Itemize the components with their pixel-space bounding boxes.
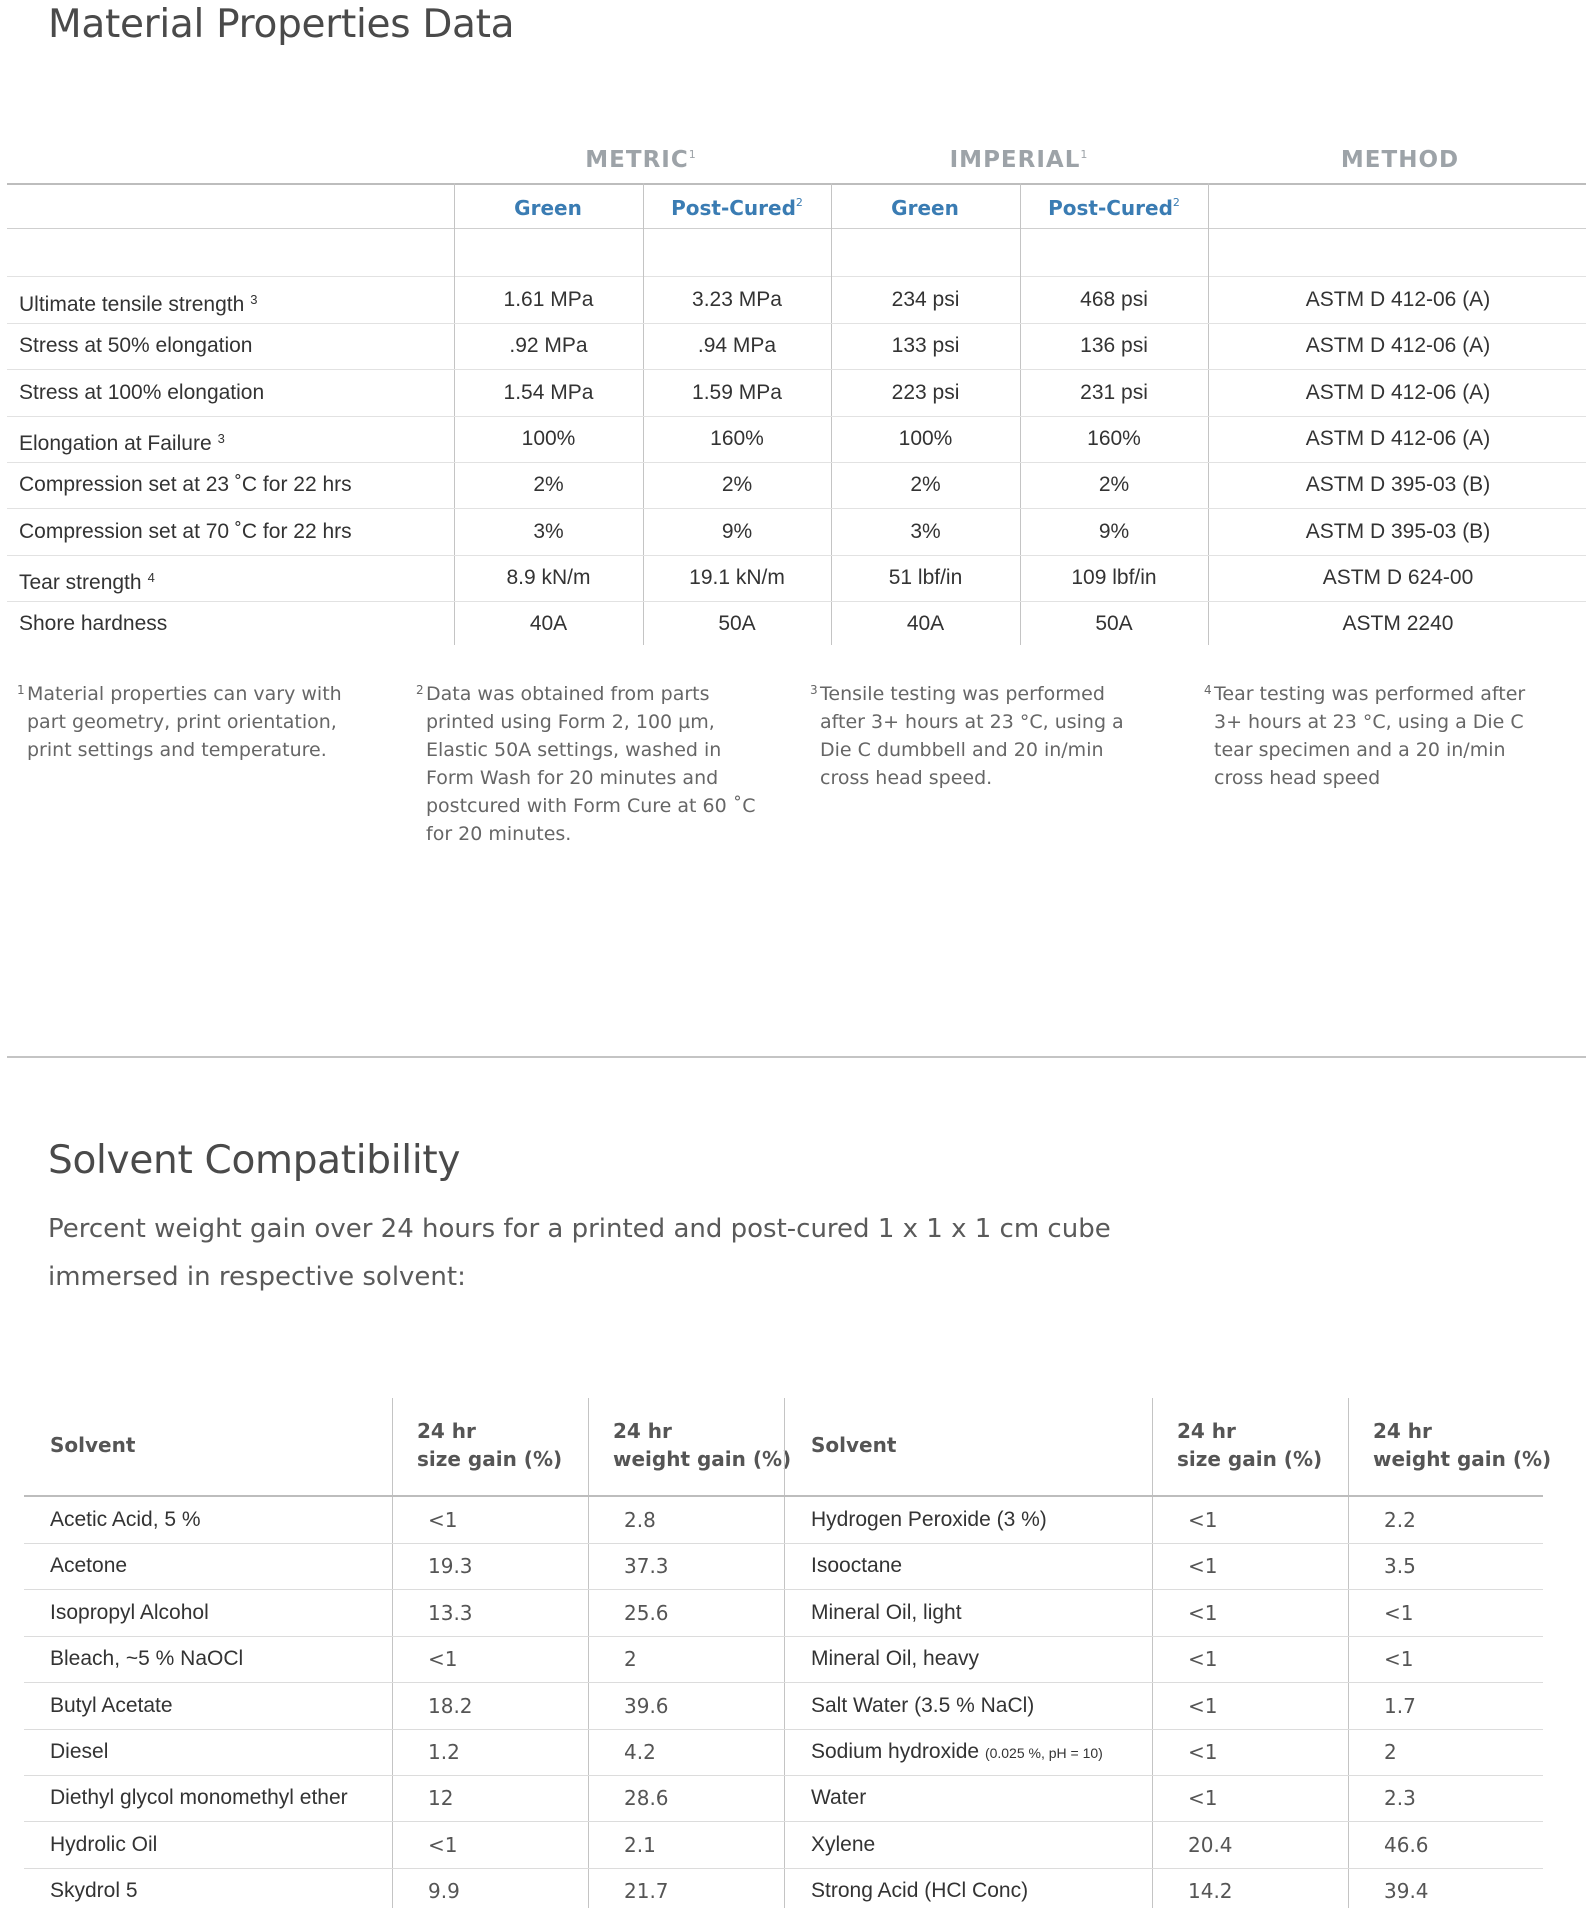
cell-metric-green: 3% [533,519,564,543]
solvent-name: Isooctane [811,1554,903,1578]
solvent-name: Strong Acid (HCl Conc) [811,1879,1029,1903]
cell-solvent [50,1636,243,1682]
header-weight-gain-right: 24 hr weight gain (%) [1373,1419,1552,1471]
cell-weight-gain: 2.8 [624,1508,656,1532]
table-row [7,509,1586,555]
row-label [19,370,264,416]
row-label [19,601,167,647]
table-row [7,462,1586,508]
section-title: Solvent Compatibility [48,1138,461,1183]
cell-solvent [811,1543,902,1589]
cell-solvent [50,1775,348,1821]
table-row [24,1775,1543,1821]
cell-metric-post: 2% [721,473,753,497]
cell-size-gain: <1 [1188,1786,1218,1811]
solvent-name: Butyl Acetate [50,1693,173,1717]
row-label [19,555,155,601]
subheader-post-cured-metric: Post-Cured$^2$ [671,196,803,220]
header-weight-gain-left: 24 hr weight gain (%) [613,1419,792,1471]
footnote-2: 2 Data was obtained from parts printed using Form 2, 100 µm, Elastic 50A settings, washed in Form Wash for 20 minutes and postcured with Form Cure at 60 ˚C for 20 minutes. [416,683,756,845]
row-label-text: Elongation at Failure [19,431,212,455]
table-row [7,555,1586,601]
solvent-name: Diethyl glycol monomethyl ether [50,1786,348,1810]
cell-method: ASTM D 412-06 (A) [1305,288,1491,311]
table-row [7,370,1586,416]
cell-method: ASTM D 395-03 (B) [1305,519,1491,543]
cell-imperial-green: 234 psi [891,288,960,311]
header-solvent-left: Solvent [50,1433,136,1457]
solvent-name: Hydrolic Oil [50,1832,158,1856]
cell-solvent [50,1683,173,1729]
cell-weight-gain: 2.3 [1384,1786,1416,1811]
table-row [7,416,1586,462]
solvent-name: Acetone [50,1554,128,1578]
rule [7,228,1586,229]
rule [7,183,1586,185]
cell-imperial-green: 40A [906,612,945,636]
cell-imperial-post: 136 psi [1080,334,1148,358]
cell-metric-green: 1.61 MPa [503,288,594,311]
subheader-green-metric: Green [514,196,582,220]
group-header-metric: METRIC$^1$ [585,147,697,173]
cell-weight-gain: 21.7 [624,1879,669,1904]
cell-solvent [811,1868,1028,1914]
table-row [24,1729,1543,1775]
footnote-1: 1 Material properties can vary with part geometry, print orientation, print settings and temperature. [17,683,342,761]
cell-metric-green: 40A [529,612,568,636]
cell-size-gain: 9.9 [428,1879,460,1904]
group-header-imperial: IMPERIAL$^1$ [949,147,1089,173]
cell-weight-gain: 2 [624,1647,637,1672]
subheader-green-imperial: Green [891,196,959,220]
cell-imperial-green: 100% [898,426,953,450]
cell-imperial-green: 133 psi [891,334,960,358]
table-row [24,1590,1543,1636]
footnote-marker: 3 [250,292,258,307]
cell-solvent [50,1590,209,1636]
row-label-text: Ultimate tensile strength [19,293,245,316]
cell-size-gain: <1 [1188,1600,1218,1625]
cell-size-gain: <1 [1188,1554,1218,1579]
cell-imperial-green: 2% [910,473,941,497]
cell-metric-post: 1.59 MPa [692,380,782,404]
cell-metric-green: 8.9 kN/m [506,565,591,589]
table-row [24,1497,1543,1543]
cell-method: ASTM D 412-06 (A) [1305,426,1491,450]
row-label-text: Stress at 50% elongation [19,334,253,358]
cell-size-gain: 19.3 [428,1554,473,1579]
cell-weight-gain: 2.1 [624,1832,656,1857]
cell-solvent [50,1729,108,1775]
cell-imperial-post: 468 psi [1080,288,1148,311]
header-size-gain-right: 24 hr size gain (%) [1177,1419,1323,1471]
solvent-name: Xylene [811,1832,876,1856]
cell-size-gain: <1 [428,1508,458,1532]
cell-metric-green: 100% [521,426,576,450]
cell-metric-post: 160% [710,426,764,450]
cell-size-gain: <1 [1188,1508,1218,1532]
cell-imperial-green: 223 psi [891,380,960,404]
cell-metric-green: .92 MPa [509,334,588,358]
cell-size-gain: 13.3 [428,1600,473,1625]
row-label [19,416,225,462]
cell-size-gain: 12 [428,1786,454,1811]
row-label [19,277,258,323]
cell-solvent [811,1683,1034,1729]
cell-solvent [811,1590,962,1636]
cell-weight-gain: <1 [1384,1647,1414,1672]
page-title: Material Properties Data [48,2,515,47]
cell-weight-gain: 1.7 [1384,1693,1416,1718]
cell-size-gain: <1 [428,1832,458,1857]
row-label-text: Compression set at 70 ˚C for 22 hrs [19,519,352,543]
table-row [7,277,1586,323]
cell-imperial-post: 109 lbf/in [1071,565,1157,589]
footnote-marker: 3 [217,430,225,446]
cell-method: ASTM D 395-03 (B) [1305,473,1491,497]
cell-solvent [811,1729,1103,1775]
row-label [19,462,352,508]
cell-size-gain: 18.2 [428,1693,473,1718]
table-row [24,1636,1543,1682]
cell-solvent [811,1636,979,1682]
row-label-text: Compression set at 23 ˚C for 22 hrs [19,473,352,497]
table-row [24,1543,1543,1589]
solvent-name: Mineral Oil, light [811,1600,962,1624]
cell-solvent [811,1775,866,1821]
cell-imperial-green: 51 lbf/in [888,565,963,589]
solvent-name: Hydrogen Peroxide (3 %) [811,1508,1047,1531]
cell-size-gain: <1 [1188,1647,1218,1672]
cell-solvent [50,1497,201,1543]
cell-metric-post: 50A [718,612,756,636]
cell-weight-gain: 39.4 [1384,1879,1429,1904]
cell-weight-gain: 2 [1384,1740,1397,1764]
cell-size-gain: <1 [428,1647,458,1672]
section-divider [7,1056,1586,1058]
table-row [24,1822,1543,1868]
table-row [24,1868,1543,1914]
solvent-name: Skydrol 5 [50,1879,138,1903]
row-label-text: Tear strength [19,570,142,594]
cell-imperial-post: 231 psi [1080,380,1148,404]
cell-weight-gain: 3.5 [1384,1554,1416,1579]
cell-imperial-post: 9% [1098,519,1130,543]
cell-metric-post: 19.1 kN/m [689,565,785,589]
cell-size-gain: 20.4 [1188,1832,1233,1857]
solvent-note: (0.025 %, pH = 10) [984,1745,1103,1761]
cell-weight-gain: 4.2 [624,1740,656,1764]
cell-solvent [50,1543,127,1589]
cell-weight-gain: 37.3 [624,1554,669,1579]
cell-size-gain: 14.2 [1188,1879,1233,1904]
cell-weight-gain: 39.6 [624,1693,669,1718]
table-row [24,1683,1543,1729]
cell-weight-gain: 25.6 [624,1600,669,1625]
cell-size-gain: 1.2 [428,1740,460,1764]
cell-solvent [50,1868,138,1914]
solvent-name: Bleach, ~5 % NaOCl [50,1647,244,1671]
footnote-3: 3 Tensile testing was performed after 3+ hours at 23 °C, using a Die C dumbbell and 20 in/min cross head speed. [810,683,1124,789]
cell-size-gain: <1 [1188,1740,1218,1764]
cell-size-gain: <1 [1188,1693,1218,1718]
cell-metric-green: 1.54 MPa [503,380,594,404]
cell-metric-post: 3.23 MPa [692,288,782,311]
cell-method: ASTM 2240 [1342,612,1454,636]
cell-weight-gain: 46.6 [1384,1832,1429,1857]
header-size-gain-left: 24 hr size gain (%) [417,1419,563,1471]
footnote-marker: 4 [147,569,155,585]
cell-weight-gain: <1 [1384,1600,1414,1625]
solvent-name: Acetic Acid, 5 % [50,1508,201,1531]
subheader-post-cured-imperial: Post-Cured$^2$ [1048,196,1180,220]
solvent-name: Isopropyl Alcohol [50,1600,209,1624]
cell-method: ASTM D 412-06 (A) [1305,334,1491,358]
cell-imperial-post: 160% [1087,426,1141,450]
cell-metric-post: .94 MPa [697,334,777,358]
table-row [7,323,1586,369]
cell-solvent [811,1822,875,1868]
cell-metric-post: 9% [721,519,753,543]
table-row [7,601,1586,647]
cell-solvent [811,1497,1047,1543]
cell-metric-green: 2% [533,473,564,497]
cell-method: ASTM D 624-00 [1322,565,1474,589]
cell-imperial-post: 50A [1095,612,1133,636]
solvent-name: Mineral Oil, heavy [811,1647,980,1671]
cell-weight-gain: 28.6 [624,1786,669,1811]
cell-solvent [50,1822,157,1868]
solvent-name: Sodium hydroxide [811,1740,980,1763]
row-label-text: Stress at 100% elongation [19,380,265,404]
solvent-name: Salt Water (3.5 % NaCl) [811,1693,1035,1717]
cell-imperial-green: 3% [910,519,941,543]
cell-imperial-post: 2% [1098,473,1130,497]
solvent-name: Water [811,1786,867,1810]
row-label [19,323,252,369]
group-header-method: METHOD [1340,147,1460,173]
cell-weight-gain: 2.2 [1384,1508,1416,1532]
footnote-4: 4 Tear testing was performed after 3+ hours at 23 °C, using a Die C tear specimen and a 20 in/min cross head speed [1204,683,1526,789]
solvent-name: Diesel [50,1740,109,1763]
section-intro: Percent weight gain over 24 hours for a printed and post-cured 1 x 1 x 1 cm cube immersed in respective solvent: [48,1214,1111,1292]
row-label [19,509,352,555]
cell-method: ASTM D 412-06 (A) [1305,380,1491,404]
header-solvent-right: Solvent [811,1433,897,1457]
row-label-text: Shore hardness [19,612,168,636]
